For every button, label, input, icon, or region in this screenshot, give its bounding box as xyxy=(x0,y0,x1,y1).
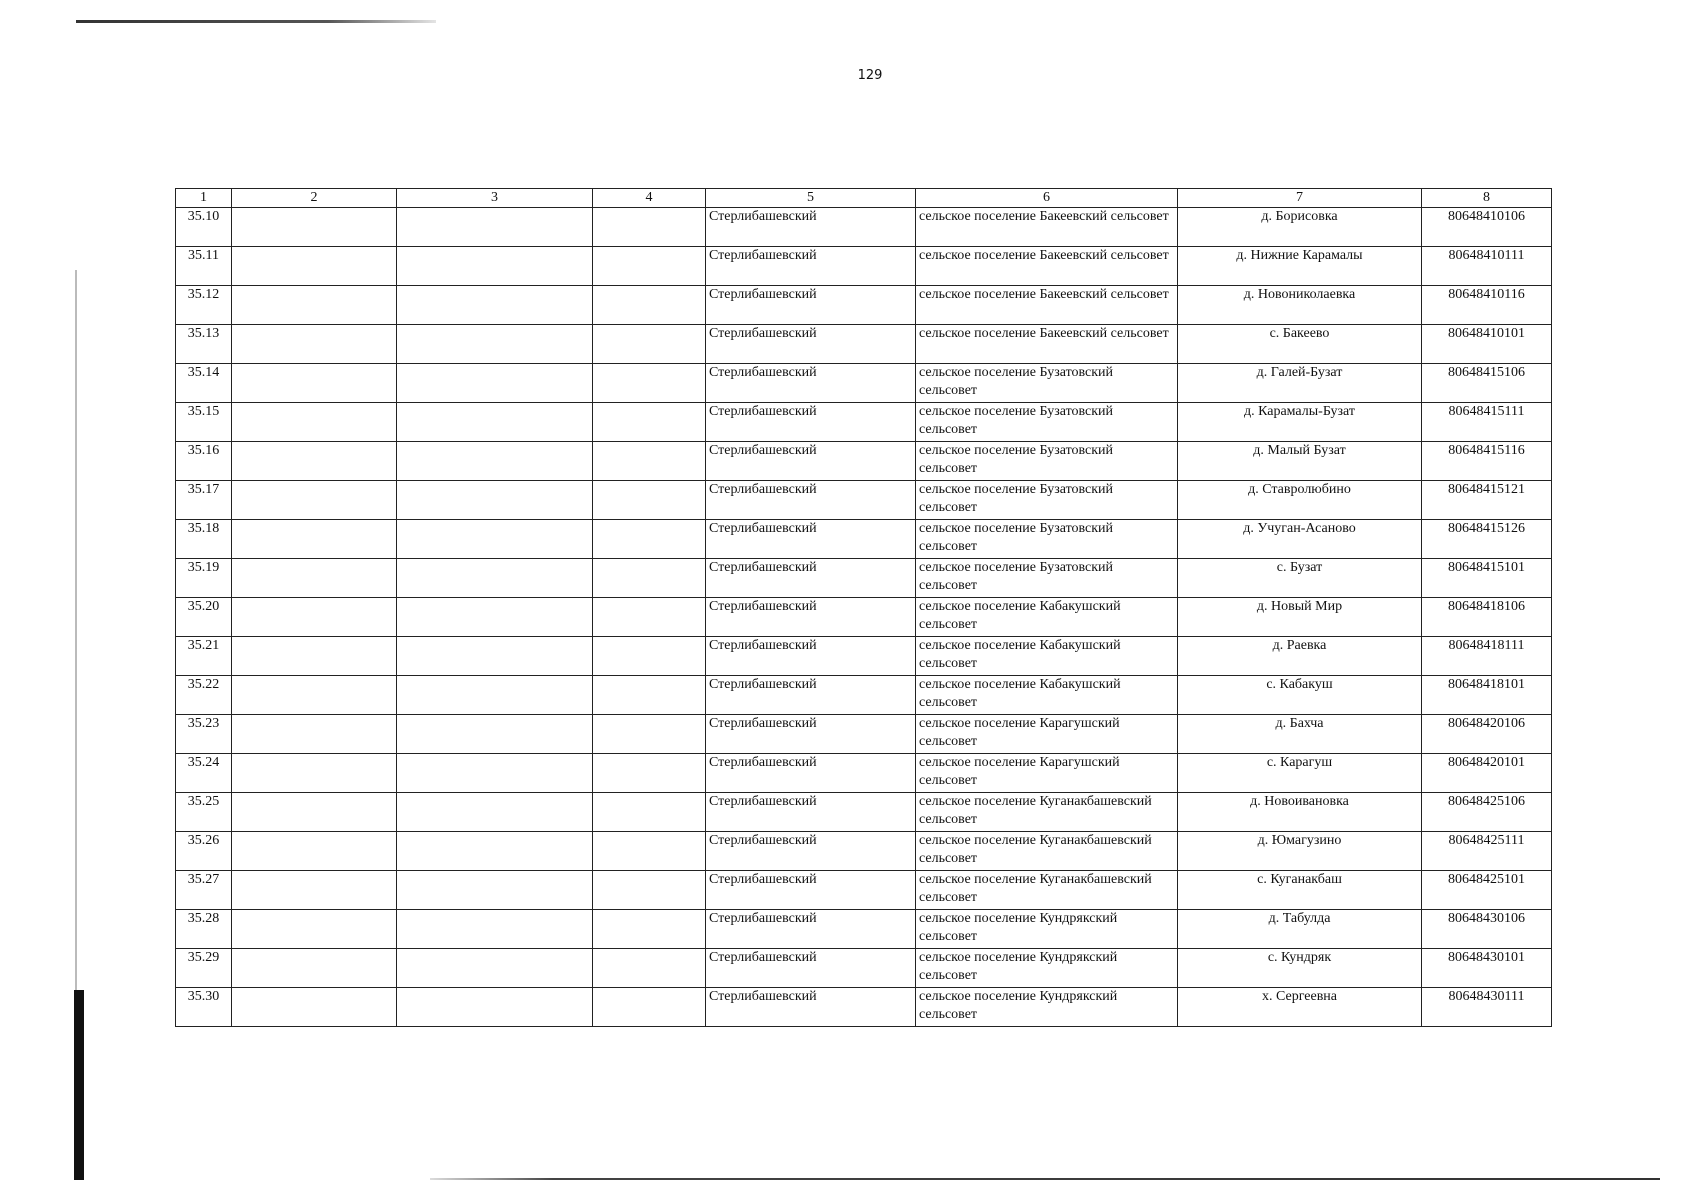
table-row xyxy=(176,871,1552,910)
settlement-cell: сельское поселение Бузатовский сельсовет xyxy=(916,520,1178,559)
column-2-cell xyxy=(232,559,397,598)
column-4-cell xyxy=(593,910,706,949)
column-4-cell xyxy=(593,949,706,988)
settlements-table xyxy=(175,188,1552,1027)
column-header-3: 3 xyxy=(397,189,593,208)
district-cell: Стерлибашевский xyxy=(706,910,916,949)
column-3-cell xyxy=(397,442,593,481)
table-row xyxy=(176,364,1552,403)
column-2-cell xyxy=(232,988,397,1027)
column-header-5: 5 xyxy=(706,189,916,208)
locality-cell: д. Нижние Карамалы xyxy=(1178,247,1422,286)
row-number-cell: 35.21 xyxy=(176,637,232,676)
table-body xyxy=(176,208,1552,1027)
row-number-cell: 35.17 xyxy=(176,481,232,520)
locality-cell: с. Кундряк xyxy=(1178,949,1422,988)
row-number-cell: 35.11 xyxy=(176,247,232,286)
district-cell: Стерлибашевский xyxy=(706,520,916,559)
column-2-cell xyxy=(232,364,397,403)
settlement-cell: сельское поселение Куганакбашевский сельсовет xyxy=(916,832,1178,871)
table-row xyxy=(176,247,1552,286)
district-cell: Стерлибашевский xyxy=(706,598,916,637)
column-2-cell xyxy=(232,208,397,247)
locality-cell: д. Галей-Бузат xyxy=(1178,364,1422,403)
column-3-cell xyxy=(397,637,593,676)
oktmo-code-cell: 80648425111 xyxy=(1422,832,1552,871)
column-3-cell xyxy=(397,364,593,403)
settlement-cell: сельское поселение Бузатовский сельсовет xyxy=(916,364,1178,403)
column-3-cell xyxy=(397,403,593,442)
column-3-cell xyxy=(397,832,593,871)
column-2-cell xyxy=(232,910,397,949)
district-cell: Стерлибашевский xyxy=(706,481,916,520)
settlement-cell: сельское поселение Бакеевский сельсовет xyxy=(916,286,1178,325)
district-cell: Стерлибашевский xyxy=(706,793,916,832)
header-row xyxy=(176,189,1552,208)
district-cell: Стерлибашевский xyxy=(706,637,916,676)
oktmo-code-cell: 80648415111 xyxy=(1422,403,1552,442)
table-row xyxy=(176,208,1552,247)
table-row xyxy=(176,637,1552,676)
settlement-cell: сельское поселение Бакеевский сельсовет xyxy=(916,208,1178,247)
district-cell: Стерлибашевский xyxy=(706,559,916,598)
settlement-cell: сельское поселение Бузатовский сельсовет xyxy=(916,442,1178,481)
column-2-cell xyxy=(232,247,397,286)
scan-edge-line-left-faint xyxy=(75,270,77,990)
table-row xyxy=(176,598,1552,637)
district-cell: Стерлибашевский xyxy=(706,715,916,754)
column-3-cell xyxy=(397,676,593,715)
row-number-cell: 35.12 xyxy=(176,286,232,325)
column-4-cell xyxy=(593,793,706,832)
column-3-cell xyxy=(397,481,593,520)
column-3-cell xyxy=(397,559,593,598)
row-number-cell: 35.27 xyxy=(176,871,232,910)
settlement-cell: сельское поселение Карагушский сельсовет xyxy=(916,754,1178,793)
column-4-cell xyxy=(593,286,706,325)
table-row xyxy=(176,949,1552,988)
column-4-cell xyxy=(593,520,706,559)
row-number-cell: 35.30 xyxy=(176,988,232,1027)
column-header-4: 4 xyxy=(593,189,706,208)
column-2-cell xyxy=(232,637,397,676)
column-2-cell xyxy=(232,325,397,364)
table-row xyxy=(176,403,1552,442)
column-3-cell xyxy=(397,754,593,793)
row-number-cell: 35.14 xyxy=(176,364,232,403)
locality-cell: с. Куганакбаш xyxy=(1178,871,1422,910)
oktmo-code-cell: 80648418111 xyxy=(1422,637,1552,676)
locality-cell: д. Юмагузино xyxy=(1178,832,1422,871)
oktmo-code-cell: 80648418101 xyxy=(1422,676,1552,715)
oktmo-code-cell: 80648415101 xyxy=(1422,559,1552,598)
district-cell: Стерлибашевский xyxy=(706,949,916,988)
column-header-7: 7 xyxy=(1178,189,1422,208)
column-header-8: 8 xyxy=(1422,189,1552,208)
table-row xyxy=(176,286,1552,325)
row-number-cell: 35.16 xyxy=(176,442,232,481)
district-cell: Стерлибашевский xyxy=(706,364,916,403)
column-header-6: 6 xyxy=(916,189,1178,208)
column-2-cell xyxy=(232,676,397,715)
row-number-cell: 35.24 xyxy=(176,754,232,793)
column-3-cell xyxy=(397,325,593,364)
column-2-cell xyxy=(232,481,397,520)
settlement-cell: сельское поселение Карагушский сельсовет xyxy=(916,715,1178,754)
locality-cell: с. Бакеево xyxy=(1178,325,1422,364)
oktmo-code-cell: 80648410106 xyxy=(1422,208,1552,247)
oktmo-code-cell: 80648420101 xyxy=(1422,754,1552,793)
table-row xyxy=(176,793,1552,832)
column-2-cell xyxy=(232,832,397,871)
table-row xyxy=(176,442,1552,481)
settlement-cell: сельское поселение Кундрякский сельсовет xyxy=(916,910,1178,949)
district-cell: Стерлибашевский xyxy=(706,208,916,247)
column-2-cell xyxy=(232,598,397,637)
locality-cell: д. Новониколаевка xyxy=(1178,286,1422,325)
oktmo-code-cell: 80648425101 xyxy=(1422,871,1552,910)
locality-cell: с. Кабакуш xyxy=(1178,676,1422,715)
column-4-cell xyxy=(593,832,706,871)
district-cell: Стерлибашевский xyxy=(706,832,916,871)
row-number-cell: 35.22 xyxy=(176,676,232,715)
settlement-cell: сельское поселение Куганакбашевский сельсовет xyxy=(916,793,1178,832)
locality-cell: д. Ставролюбино xyxy=(1178,481,1422,520)
settlement-cell: сельское поселение Бузатовский сельсовет xyxy=(916,481,1178,520)
column-4-cell xyxy=(593,715,706,754)
row-number-cell: 35.18 xyxy=(176,520,232,559)
column-4-cell xyxy=(593,988,706,1027)
column-2-cell xyxy=(232,871,397,910)
column-3-cell xyxy=(397,988,593,1027)
column-4-cell xyxy=(593,208,706,247)
oktmo-code-cell: 80648415116 xyxy=(1422,442,1552,481)
column-3-cell xyxy=(397,247,593,286)
column-3-cell xyxy=(397,715,593,754)
table-row xyxy=(176,988,1552,1027)
column-4-cell xyxy=(593,364,706,403)
row-number-cell: 35.13 xyxy=(176,325,232,364)
column-header-2: 2 xyxy=(232,189,397,208)
row-number-cell: 35.15 xyxy=(176,403,232,442)
column-2-cell xyxy=(232,286,397,325)
locality-cell: х. Сергеевна xyxy=(1178,988,1422,1027)
district-cell: Стерлибашевский xyxy=(706,442,916,481)
table-row xyxy=(176,676,1552,715)
oktmo-code-cell: 80648420106 xyxy=(1422,715,1552,754)
locality-cell: с. Бузат xyxy=(1178,559,1422,598)
column-4-cell xyxy=(593,442,706,481)
column-3-cell xyxy=(397,520,593,559)
row-number-cell: 35.25 xyxy=(176,793,232,832)
row-number-cell: 35.23 xyxy=(176,715,232,754)
column-2-cell xyxy=(232,793,397,832)
table-row xyxy=(176,754,1552,793)
column-4-cell xyxy=(593,559,706,598)
oktmo-code-cell: 80648430101 xyxy=(1422,949,1552,988)
settlement-cell: сельское поселение Бакеевский сельсовет xyxy=(916,247,1178,286)
oktmo-code-cell: 80648425106 xyxy=(1422,793,1552,832)
district-cell: Стерлибашевский xyxy=(706,403,916,442)
settlement-cell: сельское поселение Кабакушский сельсовет xyxy=(916,676,1178,715)
table-header xyxy=(176,189,1552,208)
column-4-cell xyxy=(593,403,706,442)
column-4-cell xyxy=(593,325,706,364)
table-row xyxy=(176,832,1552,871)
table-row xyxy=(176,715,1552,754)
district-cell: Стерлибашевский xyxy=(706,988,916,1027)
column-4-cell xyxy=(593,247,706,286)
column-3-cell xyxy=(397,871,593,910)
district-cell: Стерлибашевский xyxy=(706,286,916,325)
column-4-cell xyxy=(593,481,706,520)
oktmo-code-cell: 80648430111 xyxy=(1422,988,1552,1027)
row-number-cell: 35.29 xyxy=(176,949,232,988)
column-4-cell xyxy=(593,676,706,715)
district-cell: Стерлибашевский xyxy=(706,676,916,715)
scan-edge-line-bottom xyxy=(430,1178,1660,1180)
table-row xyxy=(176,559,1552,598)
table-row xyxy=(176,481,1552,520)
locality-cell: д. Учуган-Асаново xyxy=(1178,520,1422,559)
column-2-cell xyxy=(232,403,397,442)
locality-cell: с. Карагуш xyxy=(1178,754,1422,793)
settlement-cell: сельское поселение Куганакбашевский сельсовет xyxy=(916,871,1178,910)
district-cell: Стерлибашевский xyxy=(706,754,916,793)
oktmo-code-cell: 80648410101 xyxy=(1422,325,1552,364)
column-2-cell xyxy=(232,754,397,793)
page-number: 129 xyxy=(857,68,883,83)
settlement-cell: сельское поселение Кундрякский сельсовет xyxy=(916,949,1178,988)
settlement-cell: сельское поселение Бакеевский сельсовет xyxy=(916,325,1178,364)
table-row xyxy=(176,520,1552,559)
settlement-cell: сельское поселение Бузатовский сельсовет xyxy=(916,403,1178,442)
column-3-cell xyxy=(397,598,593,637)
locality-cell: д. Раевка xyxy=(1178,637,1422,676)
locality-cell: д. Новоивановка xyxy=(1178,793,1422,832)
oktmo-code-cell: 80648415126 xyxy=(1422,520,1552,559)
oktmo-code-cell: 80648430106 xyxy=(1422,910,1552,949)
row-number-cell: 35.28 xyxy=(176,910,232,949)
column-3-cell xyxy=(397,949,593,988)
scan-edge-bar-left xyxy=(74,990,84,1180)
oktmo-code-cell: 80648418106 xyxy=(1422,598,1552,637)
column-header-1: 1 xyxy=(176,189,232,208)
column-3-cell xyxy=(397,286,593,325)
district-cell: Стерлибашевский xyxy=(706,247,916,286)
column-4-cell xyxy=(593,637,706,676)
oktmo-code-cell: 80648410111 xyxy=(1422,247,1552,286)
locality-cell: д. Борисовка xyxy=(1178,208,1422,247)
scan-edge-line-top xyxy=(76,20,436,23)
column-2-cell xyxy=(232,715,397,754)
column-3-cell xyxy=(397,910,593,949)
column-3-cell xyxy=(397,793,593,832)
district-cell: Стерлибашевский xyxy=(706,325,916,364)
row-number-cell: 35.26 xyxy=(176,832,232,871)
settlement-cell: сельское поселение Кабакушский сельсовет xyxy=(916,637,1178,676)
oktmo-code-cell: 80648415106 xyxy=(1422,364,1552,403)
column-3-cell xyxy=(397,208,593,247)
row-number-cell: 35.20 xyxy=(176,598,232,637)
locality-cell: д. Карамалы-Бузат xyxy=(1178,403,1422,442)
row-number-cell: 35.19 xyxy=(176,559,232,598)
oktmo-code-cell: 80648415121 xyxy=(1422,481,1552,520)
locality-cell: д. Малый Бузат xyxy=(1178,442,1422,481)
locality-cell: д. Бахча xyxy=(1178,715,1422,754)
locality-cell: д. Новый Мир xyxy=(1178,598,1422,637)
column-2-cell xyxy=(232,949,397,988)
column-4-cell xyxy=(593,754,706,793)
table-row xyxy=(176,910,1552,949)
settlement-cell: сельское поселение Бузатовский сельсовет xyxy=(916,559,1178,598)
settlement-cell: сельское поселение Кундрякский сельсовет xyxy=(916,988,1178,1027)
column-2-cell xyxy=(232,442,397,481)
settlement-cell: сельское поселение Кабакушский сельсовет xyxy=(916,598,1178,637)
column-4-cell xyxy=(593,871,706,910)
locality-cell: д. Табулда xyxy=(1178,910,1422,949)
column-4-cell xyxy=(593,598,706,637)
table-row xyxy=(176,325,1552,364)
column-2-cell xyxy=(232,520,397,559)
oktmo-code-cell: 80648410116 xyxy=(1422,286,1552,325)
row-number-cell: 35.10 xyxy=(176,208,232,247)
district-cell: Стерлибашевский xyxy=(706,871,916,910)
